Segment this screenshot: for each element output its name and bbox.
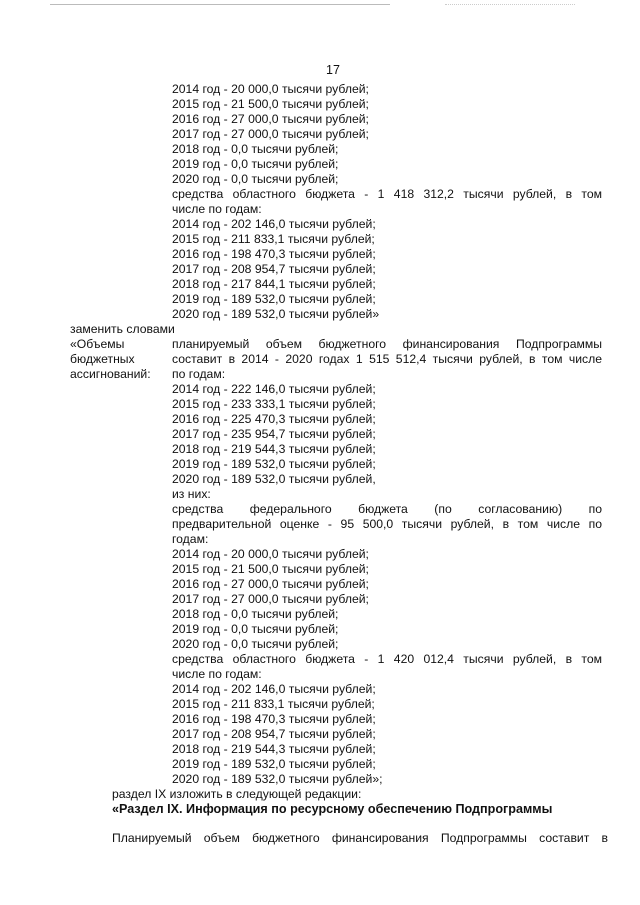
list-item: 2017 год - 235 954,7 тысячи рублей; [172, 427, 376, 441]
list-item: 2019 год - 189 532,0 тысячи рублей; [172, 292, 376, 306]
list-item: 2014 год - 20 000,0 тысячи рублей; [172, 82, 369, 96]
list-item: 2014 год - 20 000,0 тысячи рублей; [172, 547, 369, 561]
regional-budget-line: числе по годам: [172, 202, 262, 216]
label-line: ассигнований: [70, 367, 151, 381]
intro-line: составит в 2014 - 2020 годах 1 515 512,4 тысячи рублей, в том числе [172, 352, 602, 366]
list-item: 2016 год - 27 000,0 тысячи рублей; [172, 577, 369, 591]
list-item: 2015 год - 233 333,1 тысячи рублей; [172, 397, 376, 411]
list-item: 2017 год - 208 954,7 тысячи рублей; [172, 727, 376, 741]
label-line: «Объемы [70, 337, 125, 351]
intro-line: по годам: [172, 367, 226, 381]
list-item: 2015 год - 21 500,0 тысячи рублей; [172, 97, 369, 111]
list-item: 2016 год - 27 000,0 тысячи рублей; [172, 112, 369, 126]
list-item: 2016 год - 198 470,3 тысячи рублей; [172, 247, 376, 261]
federal-budget-line: годам: [172, 532, 209, 546]
list-item: 2018 год - 0,0 тысячи рублей; [172, 607, 339, 621]
list-item: 2016 год - 198 470,3 тысячи рублей; [172, 712, 376, 726]
list-item: 2016 год - 225 470,3 тысячи рублей; [172, 412, 376, 426]
list-item: 2018 год - 219 544,3 тысячи рублей; [172, 742, 376, 756]
regional-budget-line: средства областного бюджета - 1 418 312,2 тысячи рублей, в том [172, 187, 602, 201]
scan-top-line [50, 4, 390, 5]
final-paragraph: Планируемый объем бюджетного финансирования Подпрограммы составит в [112, 831, 608, 845]
federal-budget-line: предварительной оценке - 95 500,0 тысячи рублей, в том числе по [172, 517, 602, 531]
list-item: 2020 год - 189 532,0 тысячи рублей»; [172, 772, 383, 786]
list-item: 2017 год - 27 000,0 тысячи рублей; [172, 127, 369, 141]
list-item: 2018 год - 217 844,1 тысячи рублей; [172, 277, 376, 291]
list-item: 2020 год - 189 532,0 тысячи рублей» [172, 307, 380, 321]
list-item: 2020 год - 189 532,0 тысячи рублей, [172, 472, 376, 486]
section-heading: «Раздел IX. Информация по ресурсному обеспечению Подпрограммы [112, 802, 553, 816]
list-item: 2017 год - 208 954,7 тысячи рублей; [172, 262, 376, 276]
intro-line: планируемый объем бюджетного финансирования Подпрограммы [172, 337, 602, 351]
list-item: 2019 год - 189 532,0 тысячи рублей; [172, 757, 376, 771]
page-number: 17 [326, 63, 340, 77]
list-item: 2020 год - 0,0 тысячи рублей; [172, 172, 339, 186]
federal-budget-line: средства федерального бюджета (по согласованию) по [172, 502, 602, 516]
list-item: 2018 год - 219 544,3 тысячи рублей; [172, 442, 376, 456]
list-item: 2014 год - 202 146,0 тысячи рублей; [172, 682, 376, 696]
list-item: 2019 год - 0,0 тысячи рублей; [172, 622, 339, 636]
list-item: 2019 год - 189 532,0 тысячи рублей; [172, 457, 376, 471]
list-item: 2019 год - 0,0 тысячи рублей; [172, 157, 339, 171]
list-item: 2015 год - 211 833,1 тысячи рублей; [172, 232, 375, 246]
scan-top-dots [445, 4, 575, 5]
label-line: бюджетных [70, 352, 135, 366]
list-item: 2014 год - 222 146,0 тысячи рублей; [172, 382, 376, 396]
replace-instruction: заменить словами [70, 322, 175, 336]
regional-budget-line: средства областного бюджета - 1 420 012,4 тысячи рублей, в том [172, 652, 602, 666]
list-item: 2015 год - 21 500,0 тысячи рублей; [172, 562, 369, 576]
list-item: 2014 год - 202 146,0 тысячи рублей; [172, 217, 376, 231]
section-instruction: раздел IX изложить в следующей редакции: [112, 787, 362, 801]
list-item: 2015 год - 211 833,1 тысячи рублей; [172, 697, 375, 711]
list-item: 2020 год - 0,0 тысячи рублей; [172, 637, 339, 651]
list-item: 2018 год - 0,0 тысячи рублей; [172, 142, 339, 156]
list-item: 2017 год - 27 000,0 тысячи рублей; [172, 592, 369, 606]
of-them-label: из них: [172, 487, 211, 501]
regional-budget-line: числе по годам: [172, 667, 262, 681]
